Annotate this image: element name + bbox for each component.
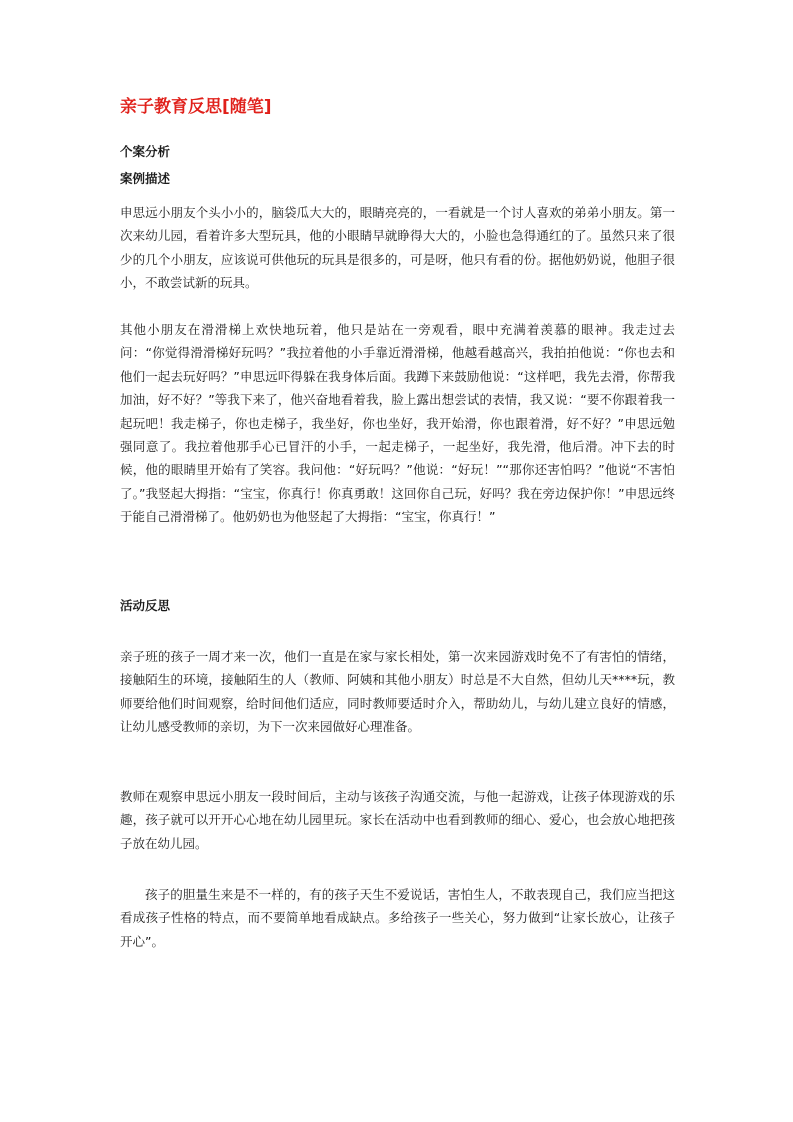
paragraph-reflection-2: 教师在观察申思远小朋友一段时间后，主动与该孩子沟通交流，与他一起游戏，让孩子体现游戏的乐趣，孩子就可以开开心心地在幼儿园里玩。家长在活动中也看到教师的细心、爱心，也会放心地把孩子放在幼儿园。: [120, 789, 675, 851]
heading-case-analysis: 个案分析: [120, 144, 171, 159]
paragraph-case-intro: 申思远小朋友个头小小的，脑袋瓜大大的，眼睛亮亮的，一看就是一个讨人喜欢的弟弟小朋友。第一次来幼儿园，看着许多大型玩具，他的小眼睛早就睁得大大的，小脸也急得通红的了。虽然只来了很少的几个小朋友，应该说可供他玩的玩具是很多的，可是呀，他只有看的份。据他奶奶说，他胆子很小，不敢尝试新的玩具。: [120, 205, 675, 291]
paragraph-reflection-1: 亲子班的孩子一周才来一次，他们一直是在家与家长相处，第一次来园游戏时免不了有害怕的情绪，接触陌生的环境，接触陌生的人（教师、阿姨和其他小朋友）时总是不大自然，但幼儿天****玩，教师要给他们时间观察，给时间他们适应，同时教师要适时介入，帮助幼儿，与幼儿建立良好的情感，让幼儿感受教师的亲切，为下一次来园做好心理准备。: [120, 649, 675, 735]
paragraph-reflection-3: 孩子的胆量生来是不一样的，有的孩子天生不爱说话，害怕生人，不敢表现自己，我们应当把这看成孩子性格的特点，而不要简单地看成缺点。多给孩子一些关心，努力做到“让家长放心，让孩子开心”。: [120, 887, 675, 949]
heading-activity-reflection: 活动反思: [120, 598, 171, 613]
document-title: 亲子教育反思[随笔]: [120, 97, 272, 117]
heading-case-description: 案例描述: [120, 171, 171, 186]
paragraph-case-story: 其他小朋友在滑滑梯上欢快地玩着，他只是站在一旁观看，眼中充满着羡慕的眼神。我走过去问：“你觉得滑滑梯好玩吗？”我拉着他的小手靠近滑滑梯，他越看越高兴，我拍拍他说：“你也去和他们一起去玩好吗？”申思远吓得躲在我身体后面。我蹲下来鼓励他说：“这样吧，我先去滑，你帮我加油，好不好？”等我下来了，他兴奋地看着我，脸上露出想尝试的表情，我又说：“要不你跟着我一起玩吧！我走梯子，你也走梯子，我坐好，你也坐好，我开始滑，你也跟着滑，好不好？”申思远勉强同意了。我拉着他那手心已冒汗的小手，一起走梯子，一起坐好，我先滑，他后滑。冲下去的时候，他的眼睛里开始有了笑容。我问他：“好玩吗？”他说：“好玩！”“那你还害怕吗？”他说“不害怕了。”我竖起大拇指：“宝宝，你真行！你真勇敢！这回你自己玩，好吗？我在旁边保护你！”申思远终于能自己滑滑梯了。他奶奶也为他竖起了大拇指：“宝宝，你真行！”: [120, 322, 675, 525]
